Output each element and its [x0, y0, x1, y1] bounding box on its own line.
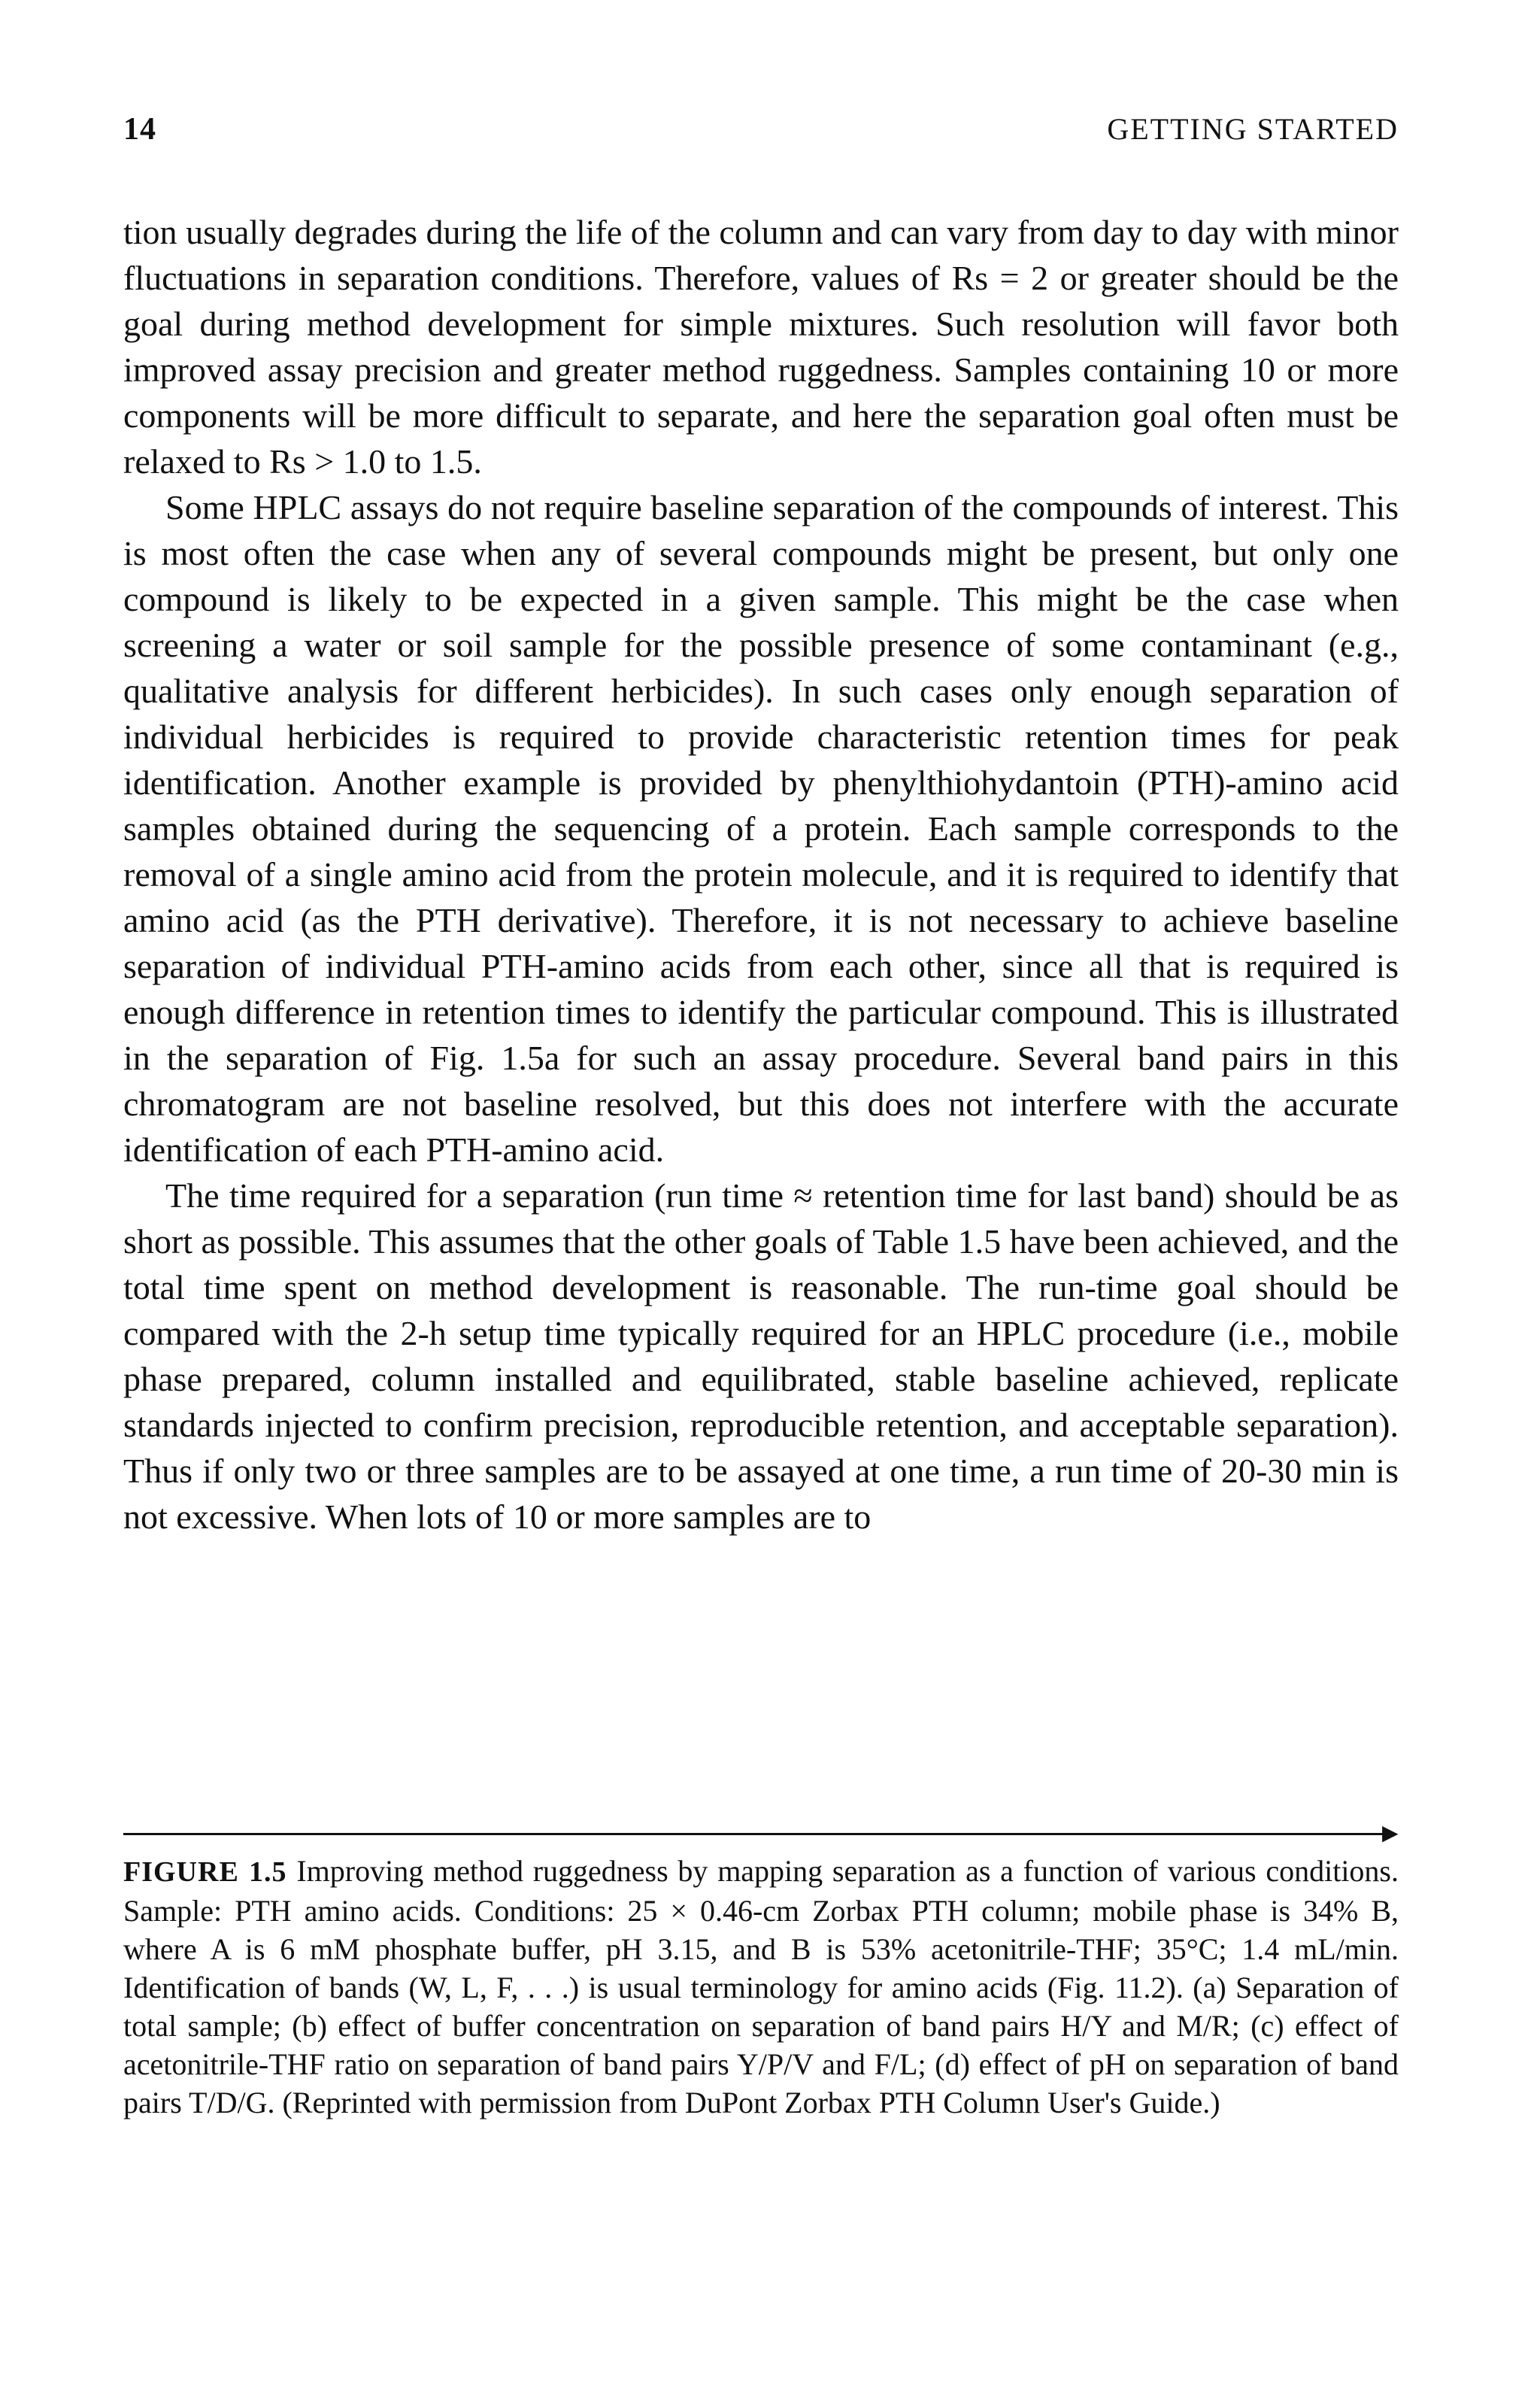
figure-caption-text: Improving method ruggedness by mapping separation as a function of various conditions. Sample: PTH amino acids. Conditions: 25 × 0.46-cm Zorbax PTH column; mobile phase is 34% B, where A is 6 mM phosphate buffer, pH 3.15, and B is 53% acetonitrile-THF; 35°C; 1.4 mL/min. Identification of bands (W, L, F, . . .) is usual terminology for amino acids (Fig. 11.2). (a) Separation of total sample; (b) effect of buffer concentration on separation of band pairs H/Y and M/R; (c) effect of acetonitrile-THF ratio on separation of band pairs Y/P/V and F/L; (d) effect of pH on separation of band pairs T/D/G. (Reprinted with permission from DuPont Zorbax PTH Column User's Guide.)	[123, 1854, 1399, 2119]
running-head: GETTING STARTED	[1107, 112, 1399, 146]
figure-caption	[123, 1852, 1399, 2122]
continuation-arrow-icon: ▶	[1382, 1822, 1399, 1845]
paragraph-2: Some HPLC assays do not require baseline separation of the compounds of interest. This is most often the case when any of several compounds might be present, but only one compound is likely to be expected in a given sample. This might be the case when screening a water or soil sample for the possible presence of some contaminant (e.g., qualitative analysis for different herbicides). In such cases only enough separation of individual herbicides is required to provide characteristic retention times for peak identification. Another example is provided by phenylthiohydantoin (PTH)-amino acid samples obtained during the sequencing of a protein. Each sample corresponds to the removal of a single amino acid from the protein molecule, and it is required to identify that amino acid (as the PTH derivative). Therefore, it is not necessary to achieve baseline separation of individual PTH-amino acids from each other, since all that is required is enough difference in retention times to identify the particular compound. This is illustrated in the separation of Fig. 1.5a for such an assay procedure. Several band pairs in this chromatogram are not baseline resolved, but this does not interfere with the accurate identification of each PTH-amino acid.	[123, 488, 1399, 1169]
page-number: 14	[123, 112, 156, 147]
figure-rule	[123, 1833, 1394, 1835]
paragraph-3: The time required for a separation (run time ≈ retention time for last band) should be as short as possible. This assumes that the other goals of Table 1.5 have been achieved, and the total time spent on method development is reasonable. The run-time goal should be compared with the 2-h setup time typically required for an HPLC procedure (i.e., mobile phase prepared, column installed and equilibrated, stable baseline achieved, replicate standards injected to confirm precision, reproducible retention, and acceptable separation). Thus if only two or three samples are to be assayed at one time, a run time of 20-30 min is not excessive. When lots of 10 or more samples are to	[123, 1176, 1399, 1536]
figure-label: FIGURE 1.5	[123, 1856, 287, 1888]
page-header	[123, 111, 1399, 159]
paragraph-1: tion usually degrades during the life of the column and can vary from day to day with minor fluctuations in separation conditions. Therefore, values of Rs = 2 or greater should be the goal during method development for simple mixtures. Such resolution will favor both improved assay precision and greater method ruggedness. Samples containing 10 or more components will be more difficult to separate, and here the separation goal often must be relaxed to Rs > 1.0 to 1.5.	[123, 213, 1399, 481]
body-text	[123, 209, 1399, 1540]
